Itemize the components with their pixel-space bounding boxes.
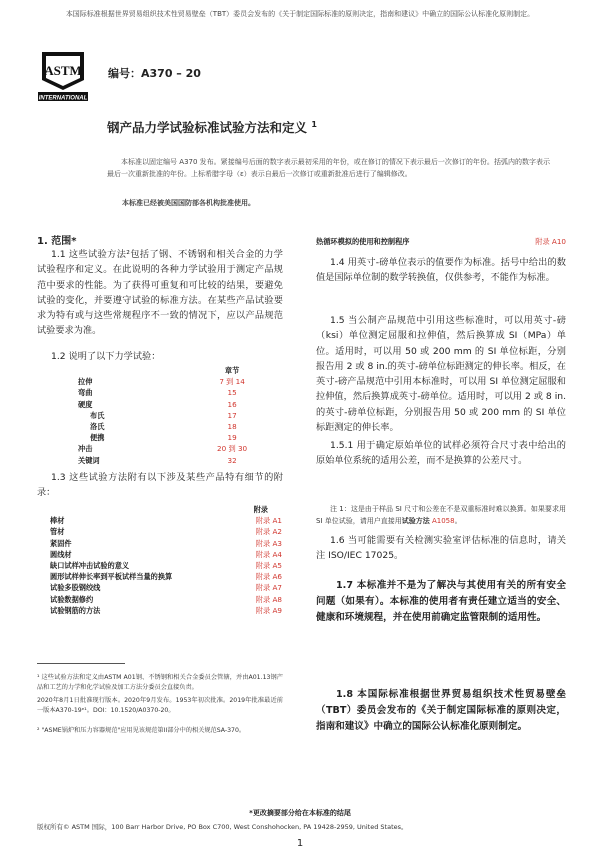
table-row: 关键词 32 <box>78 455 237 465</box>
table-row: 试验多股钢绞线 附录 A7 <box>50 583 282 593</box>
para-1-3: 1.3 这些试验方法附有以下涉及某些产品特有细节的附录： <box>37 472 283 499</box>
table-row: 弯曲 15 <box>78 388 237 398</box>
table-row: 洛氏 18 <box>90 422 237 432</box>
para-1-8: 1.8 本国际标准根据世界贸易组织技术性贸易壁垒（TBT）委员会发布的《关于制定国际标准的原则决定，指南和建议》中确立的国际公认标准化原则制定。 <box>316 689 566 732</box>
section-table <box>78 365 288 466</box>
table-row: 棒材 附录 A1 <box>50 516 282 526</box>
table-row: 冲击 20 到 30 <box>78 444 248 454</box>
footnote-1: ¹ 这些试验方法和定义由ASTM A01钢、不锈钢和相关合金委员会管辖，并由A01.13钢产品和工艺的力学和化学试验及加工方法分委员会直接负责。 <box>37 674 283 692</box>
footnote-1-dates: 2020年8月1日批准现行版本。2020年9月发布。1953年初次批准。2019年批准最近前一版本A370-19ᵉ¹。DOI：10.1520/A0370-20。 <box>37 697 283 715</box>
table-row: 拉伸 7 到 14 <box>78 377 245 387</box>
svg-text:ASTM: ASTM <box>44 63 82 78</box>
annex-table <box>50 504 282 616</box>
table-row: 布氏 17 <box>90 410 237 420</box>
designation: 编号：A370 – 20 <box>108 67 201 80</box>
table-row: 圆形试样伸长率到平板试样当量的换算 附录 A6 <box>50 572 282 582</box>
footnote-2: ² "ASME锅炉和压力容器规范"应用见该规范第II部分中的相关规范SA-370。 <box>37 727 246 734</box>
annex-link[interactable]: 附录 A8 <box>255 594 282 604</box>
table-row: 管材 附录 A2 <box>50 527 282 537</box>
annex-link[interactable]: 附录 A2 <box>255 527 282 537</box>
svg-text:INTERNATIONAL: INTERNATIONAL <box>38 95 88 102</box>
table-row: 缺口试样冲击试验的意义 附录 A5 <box>50 561 282 571</box>
annex-a10-row: 热循环模拟的使用和控制程序 附录 A10 <box>316 237 566 246</box>
para-1-1: 1.1 这些试验方法²包括了钢、不锈钢和相关合金的力学试验程序和定义。在此说明的各种力学试验用于测定产品规范中要求的性能。为了获得可重复和可比较的结果，要避免试验的变化，并要遵守试验的标准方法。在某些产品试验要求为特有或与这些常规程序不一致的情况下，应以产品规范试验要求为准。 <box>37 249 283 337</box>
para-1-5: 1.5 当公制产品规范中引用这些标准时，可以用英寸-磅（ksi）单位测定屈服和拉伸值，然后换算成 SI（MPa）单位。适用时，可以用 50 或 200 mm 的 SI 单位标距，分别报告用 2 或 8 in.的英寸-磅单位标距测定的伸长率。相反，在英寸-磅产品规范中引用本标准时，可以用 SI 单位测定屈服和拉伸值，然后换算成英寸-磅单位。适用时，可以用 2 或 8 in.的英寸-磅单位标距，分别报告用 50 或 200 mm 的 SI 单位标距测定的伸长率。 <box>316 315 566 434</box>
a1058-link[interactable]: A1058 <box>431 517 455 525</box>
para-1-4: 1.4 用英寸-磅单位表示的值要作为标准。括号中给出的数值是国际单位制的数学转换值，仅供参考，不能作为标准。 <box>316 257 566 284</box>
annex-link[interactable]: 附录 A3 <box>255 538 282 548</box>
copyright: 版权所有© ASTM 国际，100 Barr Harbor Drive, PO Box C700, West Conshohocken, PA 19428-2959, United States。 <box>37 823 408 831</box>
astm-logo <box>38 48 88 106</box>
annex-table-header: 附录 <box>253 505 268 514</box>
page-title: 钢产品力学试验标准试验方法和定义 $^1$ <box>107 119 317 135</box>
annex-link[interactable]: 附录 A4 <box>255 549 282 559</box>
page-number: 1 <box>296 838 304 849</box>
table-row: 圆线材 附录 A4 <box>50 549 282 559</box>
issue-note: 本标准以固定编号 A370 发布。紧接编号后面的数字表示最初采用的年份，或在修订的情况下表示最后一次修订的年份。括弧内的数字表示最后一次重新批准的年份。上标希腊字母（ε）表示自最后一次修订或重新批准后进行了编辑修改。 <box>107 158 550 178</box>
annex-link[interactable]: 附录 A9 <box>255 605 282 615</box>
para-1-7: 1.7 本标准并不是为了解决与其使用有关的所有安全问题（如果有）。本标准的使用者有责任建立适当的安全、健康和环境规程，并在使用前确定监管限制的适用性。 <box>316 580 566 623</box>
para-1-6: 1.6 当可能需要有关检测实验室评估标准的信息时，请关注 ISO/IEC 17025。 <box>316 535 566 562</box>
para-1-2: 1.2 说明了以下力学试验： <box>51 351 161 362</box>
top-notice: 本国际标准根据世界贸易组织技术性贸易壁垒（TBT）委员会发布的《关于制定国际标准的原则决定，指南和建议》中确立的国际公认标准化原则制定。 <box>65 10 535 18</box>
annex-link[interactable]: 附录 A6 <box>255 572 282 582</box>
table-row: 试验钢筋的方法 附录 A9 <box>50 605 282 615</box>
table-row: 硬度 16 <box>78 399 237 409</box>
table-row: 紧固件 附录 A3 <box>50 538 282 548</box>
section-table-header: 章节 <box>224 366 240 375</box>
annex-link[interactable]: 附录 A10 <box>535 237 566 246</box>
summary-note: *更改摘要部分给在本标准的结尾 <box>249 809 351 817</box>
para-1-5-1: 1.5.1 用于确定原始单位的试样必须符合尺寸表中给出的原始单位系统的适用公差，而不是换算的公差尺寸。 <box>316 440 566 467</box>
table-row: 试验数据修约 附录 A8 <box>50 594 282 604</box>
annex-link[interactable]: 附录 A7 <box>255 583 282 593</box>
note-1: 注 1：这是由于样品 SI 尺寸和公差在不是双重标准时难以换算。如果要求用 SI 单位试验，请用户直接用试验方法 A1058。 <box>316 505 566 525</box>
footnote-divider <box>37 663 125 664</box>
table-row: 便携 19 <box>90 433 237 443</box>
scope-heading: 1. 范围* <box>37 236 77 247</box>
approval-note: 本标准已经被美国国防部各机构批准使用。 <box>122 199 255 207</box>
annex-link[interactable]: 附录 A1 <box>255 516 282 526</box>
annex-link[interactable]: 附录 A5 <box>255 561 282 571</box>
